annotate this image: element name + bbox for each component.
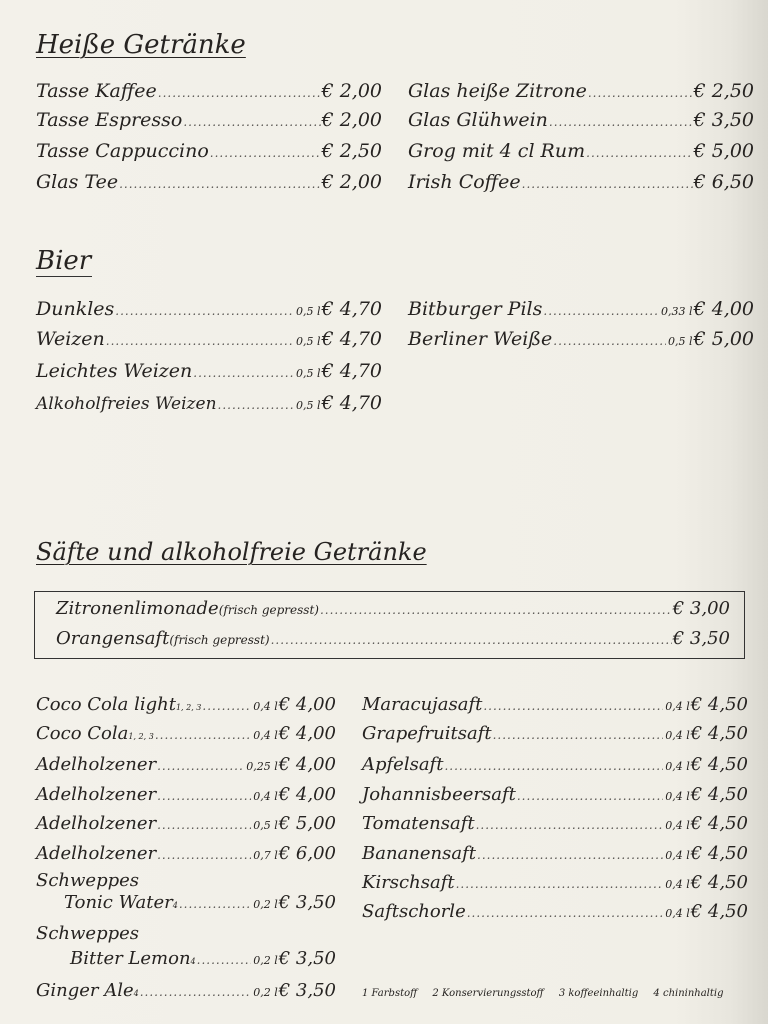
item-name: Leichtes Weizen — [36, 360, 193, 382]
item-footnote: 4 — [172, 901, 178, 910]
menu-item — [362, 872, 748, 893]
item-price: € 2,50 — [693, 80, 754, 102]
leader-dots — [158, 86, 321, 100]
item-price: € 2,00 — [321, 171, 382, 193]
item-name: Bitter Lemon — [70, 948, 191, 969]
footnote: 2 Konservierungsstoff — [432, 988, 544, 999]
item-volume: 0,4 l — [665, 700, 690, 713]
menu-item — [362, 843, 748, 864]
item-name: Irish Coffee — [408, 171, 521, 193]
brand-label: Schweppes — [36, 870, 139, 891]
item-name: Grog mit 4 cl Rum — [408, 140, 586, 162]
leader-dots — [155, 728, 251, 742]
item-footnote: 1, 2, 3 — [128, 732, 154, 741]
leader-dots — [586, 146, 692, 160]
item-price: € 4,50 — [690, 784, 748, 805]
item-price: € 3,50 — [672, 628, 730, 649]
menu-item — [408, 171, 754, 193]
leader-dots — [157, 759, 244, 773]
item-price: € 4,50 — [690, 843, 748, 864]
item-price: € 4,00 — [278, 754, 336, 775]
item-volume: 0,5 l — [296, 399, 321, 412]
footnote: 1 Farbstoff — [362, 988, 418, 999]
item-price: € 4,70 — [321, 328, 382, 350]
item-volume: 0,2 l — [253, 954, 278, 967]
item-name: Adelholzener — [36, 754, 157, 775]
item-price: € 3,50 — [693, 109, 754, 131]
menu-item — [36, 80, 382, 102]
item-price: € 6,00 — [278, 843, 336, 864]
item-price: € 4,50 — [690, 754, 748, 775]
menu-item — [36, 109, 382, 131]
leader-dots — [193, 366, 294, 380]
leader-dots — [517, 789, 663, 803]
menu-item — [56, 598, 730, 619]
item-volume: 0,5 l — [296, 335, 321, 348]
menu-item — [362, 694, 748, 715]
item-price: € 3,50 — [278, 948, 336, 969]
menu-item — [408, 140, 754, 162]
menu-item — [36, 392, 382, 414]
menu-item — [36, 980, 336, 1001]
item-name: Bananensaft — [362, 843, 476, 864]
item-price: € 4,50 — [690, 901, 748, 922]
item-volume: 0,5 l — [296, 367, 321, 380]
item-price: € 4,50 — [690, 694, 748, 715]
item-volume: 0,4 l — [665, 849, 690, 862]
item-name: Grapefruitsaft — [362, 723, 492, 744]
menu-item — [408, 298, 754, 320]
item-volume: 0,4 l — [665, 729, 690, 742]
brand-label: Schweppes — [36, 923, 139, 944]
heading-beer: Bier — [36, 246, 92, 276]
item-name: Zitronenlimonade — [56, 598, 219, 619]
item-price: € 4,70 — [321, 392, 382, 414]
item-name: Adelholzener — [36, 813, 157, 834]
menu-item — [362, 723, 748, 744]
item-volume: 0,4 l — [253, 790, 278, 803]
leader-dots — [553, 334, 666, 348]
item-name: Glas Tee — [36, 171, 119, 193]
menu-item — [36, 813, 336, 834]
leader-dots — [493, 728, 664, 742]
item-name: Maracujasaft — [362, 694, 483, 715]
item-volume: 0,4 l — [665, 760, 690, 773]
item-price: € 4,00 — [278, 694, 336, 715]
menu-item — [408, 80, 754, 102]
menu-item — [64, 892, 336, 913]
menu-item — [362, 754, 748, 775]
menu-item — [36, 360, 382, 382]
item-name: Johannisbeersaft — [362, 784, 516, 805]
item-price: € 5,00 — [278, 813, 336, 834]
item-volume: 0,2 l — [253, 898, 278, 911]
item-footnote: 1, 2, 3 — [175, 703, 202, 712]
leader-dots — [467, 906, 663, 920]
item-volume: 0,4 l — [665, 790, 690, 803]
menu-item — [36, 140, 382, 162]
item-name: Tasse Cappuccino — [36, 140, 209, 162]
item-price: € 4,00 — [278, 784, 336, 805]
item-name: Tomatensaft — [362, 813, 475, 834]
leader-dots — [543, 304, 659, 318]
leader-dots — [456, 877, 664, 891]
leader-dots — [218, 398, 295, 412]
item-name: Tasse Kaffee — [36, 80, 157, 102]
item-price: € 3,50 — [278, 980, 336, 1001]
item-price: € 4,50 — [690, 813, 748, 834]
menu-item — [362, 901, 748, 922]
leader-dots — [202, 699, 251, 713]
item-price: € 4,70 — [321, 360, 382, 382]
leader-dots — [522, 177, 693, 191]
item-volume: 0,5 l — [253, 819, 278, 832]
item-price: € 2,00 — [321, 109, 382, 131]
item-name: Alkoholfreies Weizen — [36, 394, 217, 414]
item-price: € 3,50 — [278, 892, 336, 913]
menu-item — [362, 813, 748, 834]
item-volume: 0,25 l — [246, 760, 278, 773]
menu-item — [70, 948, 336, 969]
item-name: Kirschsaft — [362, 872, 455, 893]
item-price: € 4,00 — [693, 298, 754, 320]
leader-dots — [549, 115, 693, 129]
item-name: Saftschorle — [362, 901, 466, 922]
menu-item — [56, 628, 730, 649]
menu-item — [408, 328, 754, 350]
menu-item — [36, 723, 336, 744]
item-name: Adelholzener — [36, 784, 157, 805]
leader-dots — [588, 86, 693, 100]
item-name: Bitburger Pils — [408, 298, 543, 320]
item-price: € 2,00 — [321, 80, 382, 102]
menu-item — [362, 784, 748, 805]
item-name: Tonic Water — [64, 892, 173, 913]
footnote: 3 koffeeinhaltig — [558, 988, 639, 999]
leader-dots — [210, 146, 321, 160]
menu-item — [36, 171, 382, 193]
leader-dots — [444, 759, 663, 773]
item-volume: 0,7 l — [253, 849, 278, 862]
item-price: € 4,50 — [690, 872, 748, 893]
heading-underline — [36, 276, 92, 277]
leader-dots — [320, 603, 672, 617]
item-volume: 0,4 l — [253, 700, 278, 713]
item-volume: 0,33 l — [661, 305, 693, 318]
item-name: Berliner Weiße — [408, 328, 553, 350]
leader-dots — [157, 848, 251, 862]
item-name: Glas Glühwein — [408, 109, 548, 131]
item-price: € 5,00 — [693, 140, 754, 162]
menu-item — [36, 754, 336, 775]
menu-item — [36, 328, 382, 350]
menu-item — [36, 298, 382, 320]
item-note: (frisch gepresst) — [169, 633, 270, 647]
item-volume: 0,4 l — [665, 819, 690, 832]
menu-item — [36, 784, 336, 805]
item-name: Tasse Espresso — [36, 109, 183, 131]
item-name: Ginger Ale — [36, 980, 134, 1001]
leader-dots — [197, 953, 252, 967]
leader-dots — [183, 115, 320, 129]
item-name: Dunkles — [36, 298, 115, 320]
leader-dots — [179, 897, 251, 911]
item-footnote: 4 — [133, 989, 139, 998]
leader-dots — [476, 818, 664, 832]
leader-dots — [157, 818, 251, 832]
item-name: Glas heiße Zitrone — [408, 80, 587, 102]
item-price: € 4,70 — [321, 298, 382, 320]
item-price: € 5,00 — [693, 328, 754, 350]
menu-item — [36, 843, 336, 864]
item-price: € 2,50 — [321, 140, 382, 162]
footnotes — [362, 988, 736, 999]
item-name: Orangensaft — [56, 628, 170, 649]
item-price: € 4,50 — [690, 723, 748, 744]
leader-dots — [157, 789, 251, 803]
leader-dots — [140, 985, 251, 999]
menu-item — [408, 109, 754, 131]
item-name: Adelholzener — [36, 843, 157, 864]
leader-dots — [106, 334, 294, 348]
item-price: € 6,50 — [693, 171, 754, 193]
leader-dots — [477, 848, 663, 862]
item-volume: 0,2 l — [253, 986, 278, 999]
menu-item — [36, 694, 336, 715]
item-volume: 0,4 l — [253, 729, 278, 742]
leader-dots — [119, 177, 321, 191]
item-footnote: 4 — [190, 957, 196, 966]
item-price: € 3,00 — [672, 598, 730, 619]
item-price: € 4,00 — [278, 723, 336, 744]
item-volume: 0,4 l — [665, 907, 690, 920]
item-volume: 0,5 l — [668, 335, 693, 348]
item-name: Coco Cola light — [36, 694, 176, 715]
item-name: Coco Cola — [36, 723, 129, 744]
heading-juices: Säfte und alkoholfreie Getränke — [36, 538, 427, 566]
leader-dots — [115, 304, 294, 318]
item-volume: 0,4 l — [665, 878, 690, 891]
leader-dots — [271, 633, 672, 647]
item-volume: 0,5 l — [296, 305, 321, 318]
item-name: Apfelsaft — [362, 754, 444, 775]
heading-hot-drinks: Heiße Getränke — [36, 30, 246, 60]
item-name: Weizen — [36, 328, 105, 350]
item-note: (frisch gepresst) — [218, 603, 319, 617]
footnote: 4 chininhaltig — [653, 988, 724, 999]
leader-dots — [483, 699, 663, 713]
